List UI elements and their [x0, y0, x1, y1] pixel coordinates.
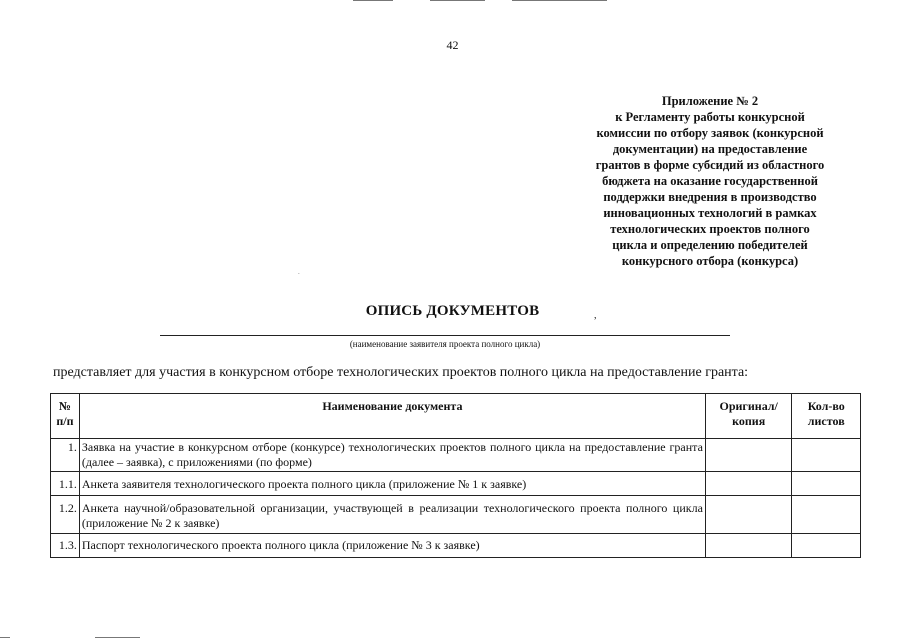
scan-speck: . [298, 268, 300, 276]
appendix-line: конкурсного отбора (конкурса) [621, 254, 799, 268]
row-num: 1.1. [51, 472, 80, 496]
table-row [51, 472, 861, 496]
appendix-line: Приложение № 2 [661, 94, 759, 108]
row-num: 1.3. [51, 534, 80, 558]
row-num: 1.2. [51, 496, 80, 534]
row-sheets [792, 472, 861, 496]
appendix-line: документации) на предоставление [612, 142, 808, 156]
row-name: Анкета заявителя технологического проекта полного цикла (приложение № 1 к заявке) [79, 472, 705, 496]
table-header-row [51, 394, 861, 439]
appendix-line: бюджета на оказание государственной [602, 174, 818, 188]
scan-artifact-top-2 [430, 0, 485, 1]
header-sheets: Кол-во листов [792, 394, 861, 439]
row-sheets [792, 439, 861, 472]
scan-artifact-bottom-1 [95, 637, 140, 638]
row-original [705, 496, 792, 534]
table-row [51, 439, 861, 472]
header-num: № п/п [51, 394, 80, 439]
scan-artifact-bottom-2 [0, 637, 10, 638]
header-original: Оригинал/ копия [705, 394, 792, 439]
row-original [705, 472, 792, 496]
scan-artifact-top-1 [353, 0, 393, 1]
page-number: 42 [446, 38, 459, 52]
documents-table [50, 393, 861, 558]
row-name: Паспорт технологического проекта полного цикла (приложение № 3 к заявке) [79, 534, 705, 558]
appendix-line: технологических проектов полного [610, 222, 810, 236]
appendix-line: поддержки внедрения в производство [603, 190, 817, 204]
document-title: ОПИСЬ ДОКУМЕНТОВ [365, 303, 540, 319]
table-row [51, 534, 861, 558]
row-name: Анкета научной/образовательной организации, участвующей в реализации технологического проекта полного цикла (приложение № 2 к заявке) [79, 496, 705, 534]
appendix-line: к Регламенту работы конкурсной [615, 110, 805, 124]
appendix-line: цикла и определению победителей [612, 238, 808, 252]
appendix-header [560, 93, 860, 269]
scan-artifact-top-3 [512, 0, 607, 1]
appendix-line: комиссии по отбору заявок (конкурсной [596, 126, 824, 140]
row-num: 1. [51, 439, 80, 472]
appendix-line: инновационных технологий в рамках [603, 206, 817, 220]
row-name: Заявка на участие в конкурсном отборе (конкурсе) технологических проектов полного цикла на предоставление гранта (далее – заявка), с приложениями (по форме) [79, 439, 705, 472]
table-row [51, 496, 861, 534]
row-original [705, 534, 792, 558]
applicant-caption: (наименование заявителя проекта полного цикла) [349, 339, 541, 349]
scan-tick-mark: , [594, 310, 597, 321]
header-name: Наименование документа [79, 394, 705, 439]
intro-text: представляет для участия в конкурсном отборе технологических проектов полного цикла на предоставление гранта: [53, 365, 749, 380]
row-original [705, 439, 792, 472]
row-sheets [792, 496, 861, 534]
applicant-name-line [160, 335, 730, 336]
row-sheets [792, 534, 861, 558]
appendix-line: грантов в форме субсидий из областного [595, 158, 825, 172]
